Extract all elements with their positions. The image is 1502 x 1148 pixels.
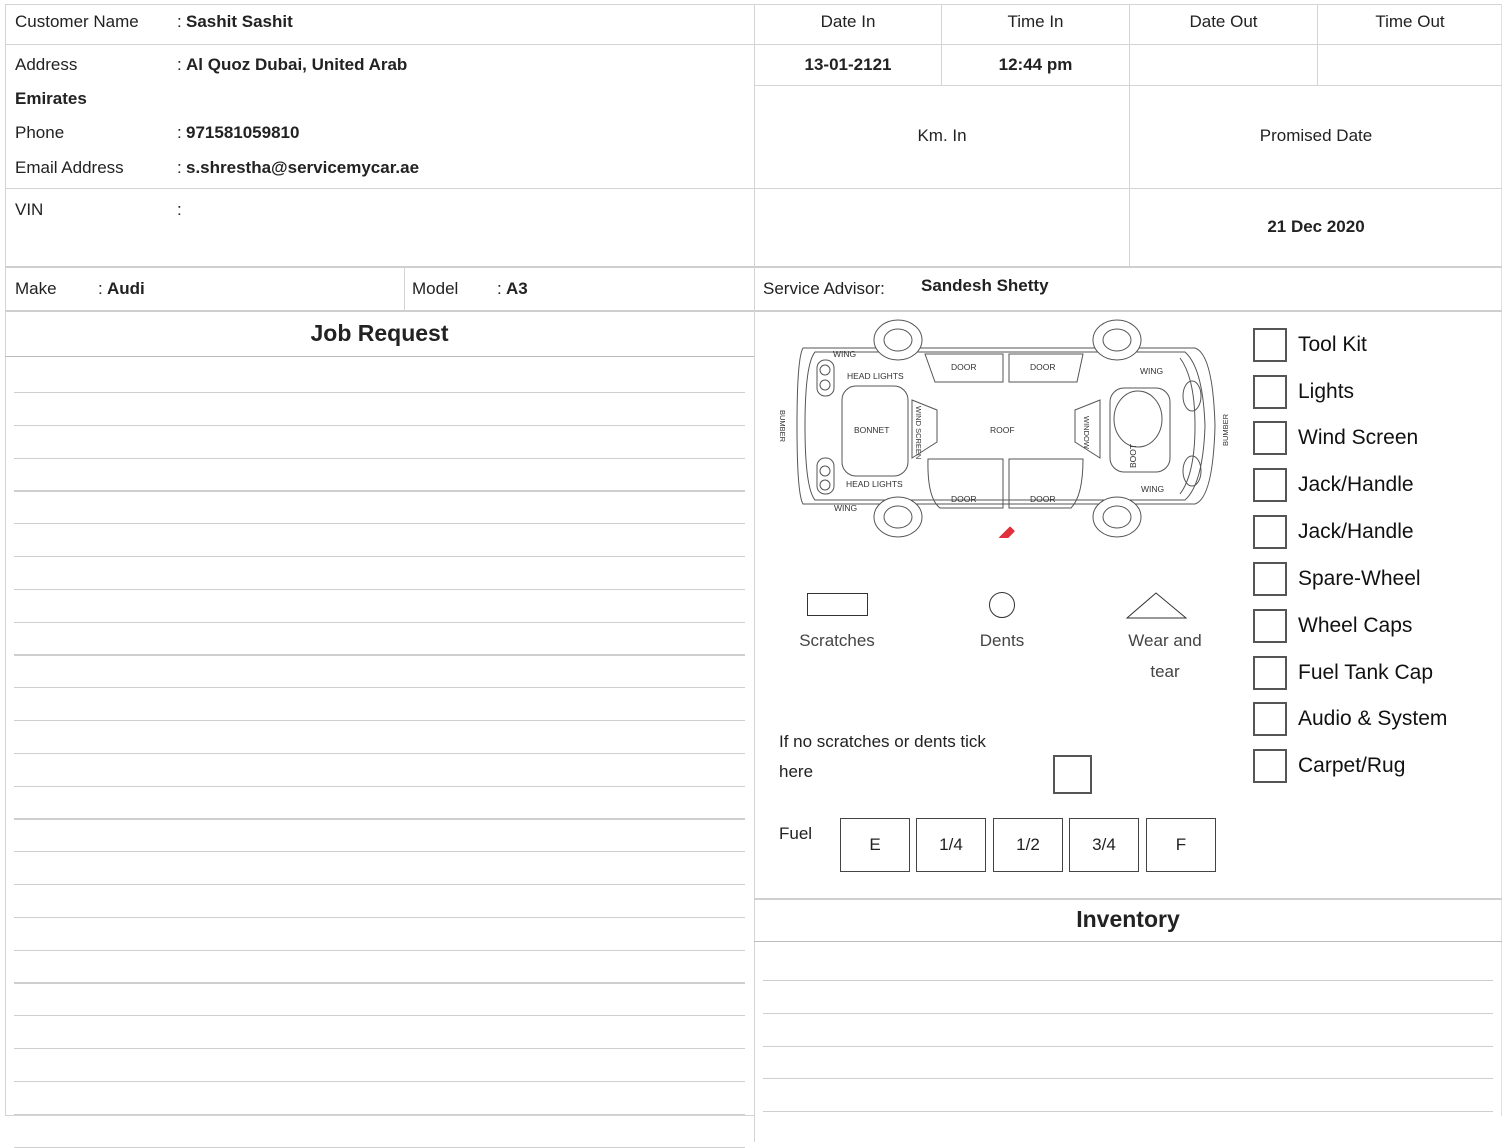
- diagram-label-boot: BOOT: [1128, 443, 1138, 468]
- inventory-checkbox-wind-screen[interactable]: [1253, 421, 1287, 455]
- writing-line[interactable]: [14, 1048, 745, 1049]
- diagram-label-door: DOOR: [951, 362, 977, 372]
- inventory-item-tool-kit: Tool Kit: [1298, 333, 1367, 356]
- writing-line[interactable]: [14, 950, 745, 951]
- inventory-item-jack-handle-2: Jack/Handle: [1298, 520, 1414, 543]
- phone-label: Phone: [15, 123, 65, 142]
- writing-line[interactable]: [14, 786, 745, 787]
- inventory-item-jack-handle: Jack/Handle: [1298, 473, 1414, 496]
- writing-line[interactable]: [763, 1013, 1493, 1014]
- scratches-rectangle-icon[interactable]: [807, 593, 868, 616]
- writing-line[interactable]: [14, 491, 745, 492]
- diagram-label-wind-screen: WIND SCREEN: [914, 406, 923, 460]
- diagram-label-wing: WING: [1141, 484, 1165, 494]
- writing-line[interactable]: [14, 917, 745, 918]
- center-divider: [754, 4, 755, 1142]
- address-value-line2: Emirates: [15, 89, 87, 108]
- inventory-checkbox-spare-wheel[interactable]: [1253, 562, 1287, 596]
- writing-line[interactable]: [14, 589, 745, 590]
- inventory-checkbox-wheel-caps[interactable]: [1253, 609, 1287, 643]
- inventory-checkbox-fuel-tank-cap[interactable]: [1253, 656, 1287, 690]
- service-advisor-value: Sandesh Shetty: [921, 276, 1049, 295]
- bottom-border: [5, 1115, 754, 1116]
- promised-date-label: Promised Date: [1259, 126, 1373, 145]
- time-in-label: Time In: [1007, 12, 1064, 31]
- make-label: Make: [15, 279, 57, 298]
- writing-line[interactable]: [14, 884, 745, 885]
- writing-line[interactable]: [14, 851, 745, 852]
- separator: :: [497, 279, 502, 298]
- pencil-icon[interactable]: [995, 526, 1016, 538]
- address-value-line1: Al Quoz Dubai, United Arab: [186, 55, 408, 74]
- separator: :: [177, 12, 182, 31]
- writing-line[interactable]: [763, 1078, 1493, 1079]
- km-in-label: Km. In: [917, 126, 967, 145]
- fuel-level-e[interactable]: E: [840, 818, 910, 872]
- job-request-title: Job Request: [310, 320, 449, 346]
- fuel-level-half[interactable]: 1/2: [993, 818, 1063, 872]
- inventory-checkbox-jack-handle-2[interactable]: [1253, 515, 1287, 549]
- car-damage-diagram[interactable]: [775, 318, 1235, 538]
- fuel-level-f[interactable]: F: [1146, 818, 1216, 872]
- writing-line[interactable]: [14, 622, 745, 623]
- job-request-header-divider: [5, 356, 754, 357]
- separator: :: [98, 279, 103, 298]
- no-damage-text-line1: If no scratches or dents tick: [779, 732, 986, 751]
- writing-line[interactable]: [14, 392, 745, 393]
- wear-label-line1: Wear and: [1128, 631, 1202, 650]
- date-out-label: Date Out: [1189, 12, 1258, 31]
- wheel-front-top: [874, 320, 922, 360]
- inventory-item-wheel-caps: Wheel Caps: [1298, 614, 1413, 637]
- diagram-label-door: DOOR: [951, 494, 977, 504]
- top-border: [5, 4, 1501, 5]
- wear-label-line2: tear: [1150, 662, 1180, 681]
- inventory-checkbox-jack-handle[interactable]: [1253, 468, 1287, 502]
- writing-line[interactable]: [14, 458, 745, 459]
- writing-line[interactable]: [14, 523, 745, 524]
- diagram-label-door: DOOR: [1030, 362, 1056, 372]
- writing-line[interactable]: [14, 819, 745, 820]
- dents-circle-icon[interactable]: [989, 592, 1015, 618]
- customer-name-value: Sashit Sashit: [186, 12, 293, 31]
- diagram-label-head-lights: HEAD LIGHTS: [847, 371, 904, 381]
- inventory-top-divider: [754, 898, 1502, 900]
- promised-date-value: 21 Dec 2020: [1267, 217, 1365, 236]
- row-divider: [754, 44, 1502, 45]
- writing-line[interactable]: [14, 556, 745, 557]
- no-damage-checkbox[interactable]: [1053, 755, 1092, 794]
- writing-line[interactable]: [14, 655, 745, 656]
- service-advisor-label: Service Advisor:: [763, 279, 885, 298]
- separator: :: [177, 55, 182, 74]
- writing-line[interactable]: [14, 983, 745, 984]
- time-out-label: Time Out: [1375, 12, 1445, 31]
- inventory-title: Inventory: [1076, 906, 1180, 932]
- wear-triangle-icon[interactable]: [1126, 591, 1188, 620]
- no-damage-text-line2: here: [779, 762, 814, 781]
- diagram-label-wing: WING: [833, 349, 857, 359]
- fuel-label: Fuel: [779, 824, 813, 843]
- diagram-label-bonnet: BONNET: [854, 425, 890, 435]
- inventory-item-wind-screen: Wind Screen: [1298, 426, 1419, 449]
- left-border: [5, 4, 6, 1116]
- date-in-label: Date In: [820, 12, 876, 31]
- row-divider: [754, 85, 1502, 86]
- inventory-item-spare-wheel: Spare-Wheel: [1298, 567, 1421, 590]
- diagram-label-roof: ROOF: [990, 425, 1015, 435]
- diagram-label-wing: WING: [834, 503, 858, 513]
- row-divider: [5, 44, 754, 45]
- customer-name-label: Customer Name: [15, 12, 139, 31]
- email-value: s.shrestha@servicemycar.ae: [186, 158, 420, 177]
- fuel-level-quarter[interactable]: 1/4: [916, 818, 986, 872]
- writing-line[interactable]: [14, 425, 745, 426]
- scratches-label: Scratches: [799, 631, 875, 650]
- boot: [1110, 388, 1170, 472]
- separator: :: [177, 123, 182, 142]
- diagram-label-window: WINDOW: [1082, 416, 1091, 449]
- inventory-item-carpet-rug: Carpet/Rug: [1298, 754, 1406, 777]
- writing-line[interactable]: [14, 1015, 745, 1016]
- writing-line[interactable]: [14, 753, 745, 754]
- model-label: Model: [412, 279, 459, 298]
- inventory-checkbox-tool-kit[interactable]: [1253, 328, 1287, 362]
- writing-line[interactable]: [14, 720, 745, 721]
- diagram-label-head-lights: HEAD LIGHTS: [846, 479, 903, 489]
- diagram-label-door: DOOR: [1030, 494, 1056, 504]
- diagram-label-bumber-rear: BUMBER: [1221, 413, 1230, 446]
- dents-label: Dents: [979, 631, 1025, 650]
- col-divider: [404, 266, 405, 310]
- wheel-front-bottom: [874, 497, 922, 537]
- inventory-item-fuel-tank-cap: Fuel Tank Cap: [1298, 661, 1434, 684]
- inventory-checkbox-lights[interactable]: [1253, 375, 1287, 409]
- model-value: A3: [506, 279, 528, 298]
- wheel-rear-bottom: [1093, 497, 1141, 537]
- time-in-value: 12:44 pm: [998, 55, 1073, 74]
- diagram-label-wing: WING: [1140, 366, 1164, 376]
- inventory-item-audio-system: Audio & System: [1298, 707, 1448, 730]
- rear-light-top: [1183, 381, 1201, 411]
- phone-value: 971581059810: [186, 123, 300, 142]
- writing-line[interactable]: [14, 1081, 745, 1082]
- writing-line[interactable]: [14, 1114, 745, 1115]
- make-value: Audi: [107, 279, 145, 298]
- address-label: Address: [15, 55, 78, 74]
- fuel-level-three-quarter[interactable]: 3/4: [1069, 818, 1139, 872]
- email-label: Email Address: [15, 158, 124, 177]
- separator: :: [177, 158, 182, 177]
- inventory-checkbox-carpet-rug[interactable]: [1253, 749, 1287, 783]
- writing-line[interactable]: [14, 687, 745, 688]
- row-divider: [5, 188, 1502, 189]
- writing-line[interactable]: [763, 980, 1493, 981]
- wheel-rear-top: [1093, 320, 1141, 360]
- writing-line[interactable]: [763, 1111, 1493, 1112]
- inventory-header-divider: [754, 941, 1502, 942]
- row-divider: [5, 310, 1502, 312]
- writing-line[interactable]: [763, 1046, 1493, 1047]
- vin-label: VIN: [15, 200, 44, 219]
- inventory-item-lights: Lights: [1298, 380, 1355, 403]
- diagram-label-bumber-front: BUMBER: [778, 410, 787, 443]
- date-in-value: 13-01-2121: [804, 55, 892, 74]
- row-divider: [5, 266, 1502, 268]
- separator: :: [177, 200, 182, 219]
- inventory-checkbox-audio-system[interactable]: [1253, 702, 1287, 736]
